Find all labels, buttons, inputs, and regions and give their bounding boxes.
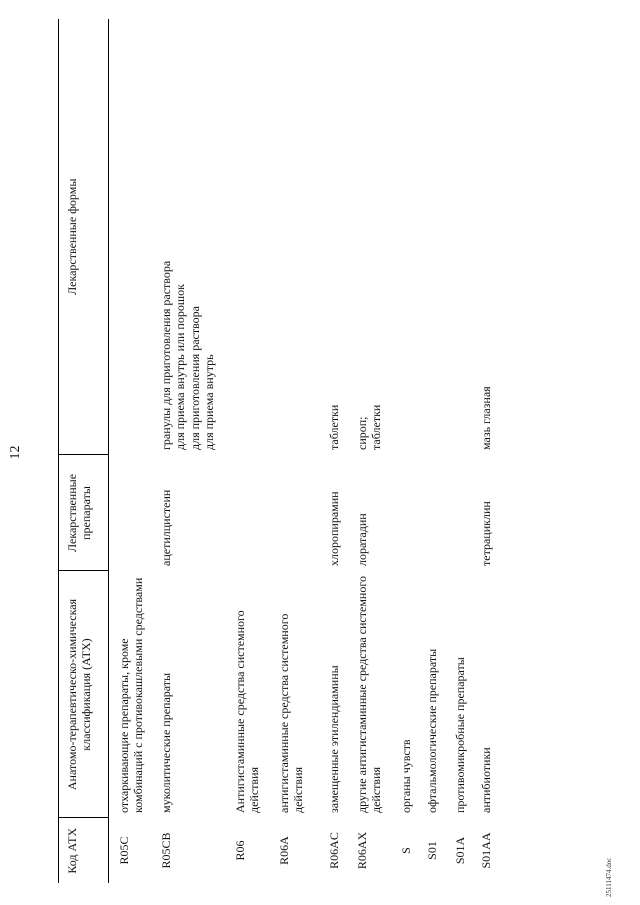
header-code: Код АТХ [59,818,109,883]
cell-form: гранулы для приготовления раствора для приема внутрь или порошок для приготовления раствора для приема внутрь [158,260,216,450]
table-row [327,19,355,883]
cell-code: R06 [232,840,247,861]
cell-drug: ацетилцистеин [158,489,173,566]
cell-drug: тетрациклин [478,501,493,566]
header-atc: Анатомо-терапевтическо-химическая классификация (АТХ) [59,571,109,818]
page-number: 12 [8,445,23,460]
cell-code: R06AC [326,832,341,869]
table-row [159,19,233,883]
cell-code: S [398,847,413,854]
cell-form: сироп; таблетки [354,404,384,450]
cell-form [233,19,277,455]
table-row [108,19,159,883]
cell-drug [453,455,479,571]
cell-drug [108,455,159,571]
footer-doc-id: 25111474.doc [605,857,613,897]
table-row [479,19,507,883]
cell-atc: Антигистаминные средства системного действия [232,610,262,813]
cell-code: S01 [424,841,439,860]
cell-code: S01AA [478,832,493,869]
cell-drug: хлоропирамин [326,491,341,566]
cell-code: R05CB [158,832,173,869]
cell-code: R06AX [354,831,369,870]
cell-code: R05C [116,836,131,865]
cell-atc: замещенные этилендиамины [326,665,341,813]
table-row [277,19,327,883]
cell-atc: противомикробные препараты [452,657,467,813]
cell-atc: офтальмологические препараты [424,648,439,813]
cell-atc: другие антигистаминные средства системного действия [354,576,384,813]
table-row [453,19,479,883]
cell-code: S01A [452,836,467,865]
table-row [355,19,399,883]
cell-drug [277,455,327,571]
cell-drug [425,455,453,571]
cell-atc: антигистаминные средства системного действия [276,613,306,813]
drug-table [58,19,507,883]
table-row [399,19,425,883]
table-row [233,19,277,883]
cell-drug [399,455,425,571]
cell-atc: органы чувств [398,739,413,813]
cell-form: таблетки [326,404,341,450]
cell-code: R06A [276,836,291,865]
cell-form [108,19,159,455]
table-header [59,19,109,883]
cell-atc: отхаркивающие препараты, кроме комбинаций с противокашлевыми средствами [116,577,146,813]
cell-atc: муколитические препараты [158,672,173,813]
cell-drug: лоратадин [354,513,369,566]
table-row [425,19,453,883]
cell-form [425,19,453,455]
cell-form [453,19,479,455]
cell-atc: антибиотики [478,747,493,813]
cell-form [399,19,425,455]
cell-form [277,19,327,455]
cell-form: мазь глазная [478,386,493,450]
header-forms: Лекарственные формы [59,19,109,455]
cell-drug [233,455,277,571]
header-drugs: Лекарственные препараты [59,455,109,571]
